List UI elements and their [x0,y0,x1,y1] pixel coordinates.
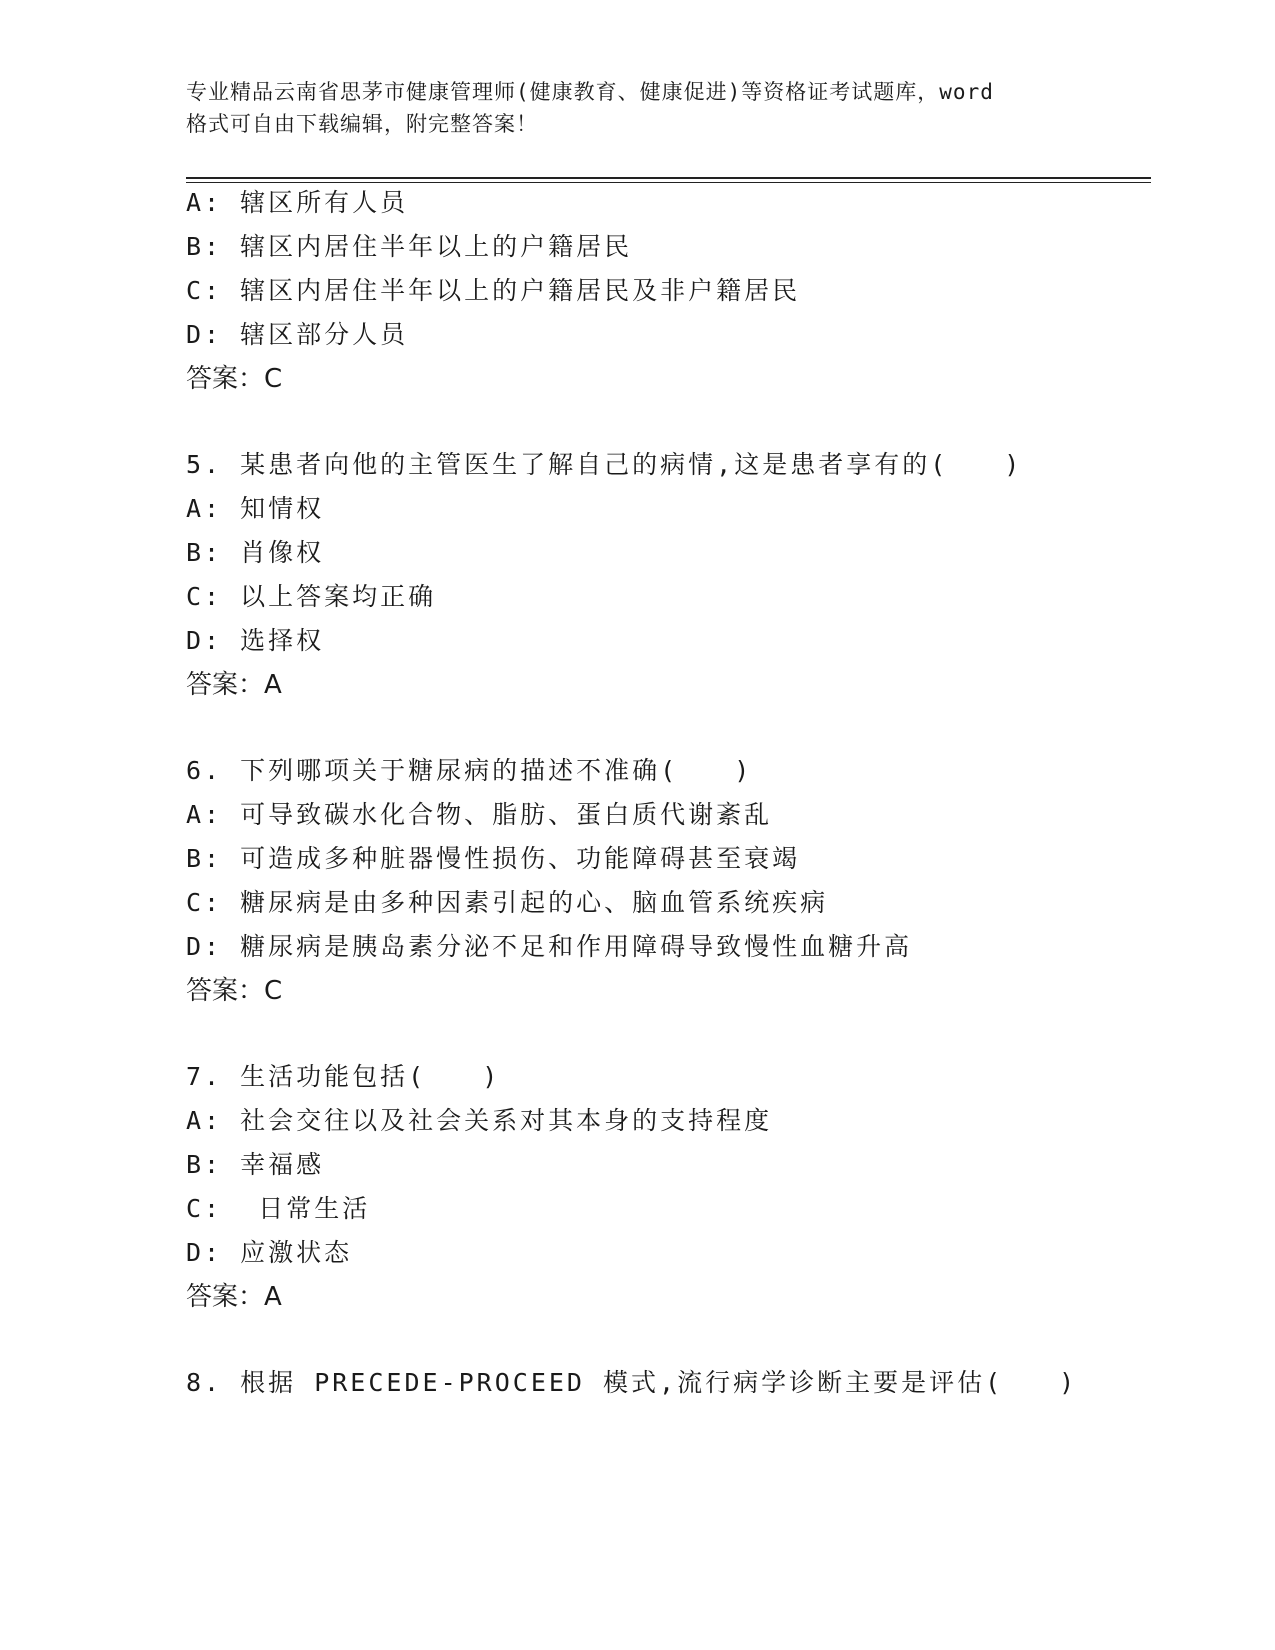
header-rule-thin [186,182,1151,183]
q4-option-c: C: 辖区内居住半年以上的户籍居民及非户籍居民 [186,276,801,305]
q5-option-a: A: 知情权 [186,494,325,523]
q6-option-a: A: 可导致碳水化合物、脂肪、蛋白质代谢紊乱 [186,800,773,829]
q4-option-d: D: 辖区部分人员 [186,320,409,349]
q6-question: 6. 下列哪项关于糖尿病的描述不准确( ) [186,756,753,785]
q4-option-a: A: 辖区所有人员 [186,188,409,217]
q7-question: 7. 生活功能包括( ) [186,1062,501,1091]
q7-answer: 答案：A [186,1282,282,1312]
q6-option-d: D: 糖尿病是胰岛素分泌不足和作用障碍导致慢性血糖升高 [186,932,913,961]
q7-option-c: C: 日常生活 [186,1194,371,1223]
q5-option-d: D: 选择权 [186,626,325,655]
q5-answer: 答案：A [186,670,282,700]
document-header [186,76,1086,140]
q6-answer: 答案：C [186,976,283,1006]
header-line-1: 专业精品云南省思茅市健康管理师(健康教育、健康促进)等资格证考试题库，word [186,80,994,104]
q5-option-c: C: 以上答案均正确 [186,582,437,611]
q7-option-b: B: 幸福感 [186,1150,325,1179]
header-line-2: 格式可自由下载编辑，附完整答案！ [186,112,538,136]
q5-option-b: B: 肖像权 [186,538,325,567]
q4-option-b: B: 辖区内居住半年以上的户籍居民 [186,232,633,261]
q4-answer: 答案：C [186,364,283,394]
q7-option-d: D: 应激状态 [186,1238,353,1267]
q5-question: 5. 某患者向他的主管医生了解自己的病情,这是患者享有的( ) [186,450,1023,479]
header-rule-thick [186,177,1151,179]
q7-option-a: A: 社会交往以及社会关系对其本身的支持程度 [186,1106,773,1135]
q6-option-b: B: 可造成多种脏器慢性损伤、功能障碍甚至衰竭 [186,844,801,873]
q6-option-c: C: 糖尿病是由多种因素引起的心、脑血管系统疾病 [186,888,829,917]
q8-question: 8. 根据 PRECEDE-PROCEED 模式,流行病学诊断主要是评估( ) [186,1368,1078,1397]
